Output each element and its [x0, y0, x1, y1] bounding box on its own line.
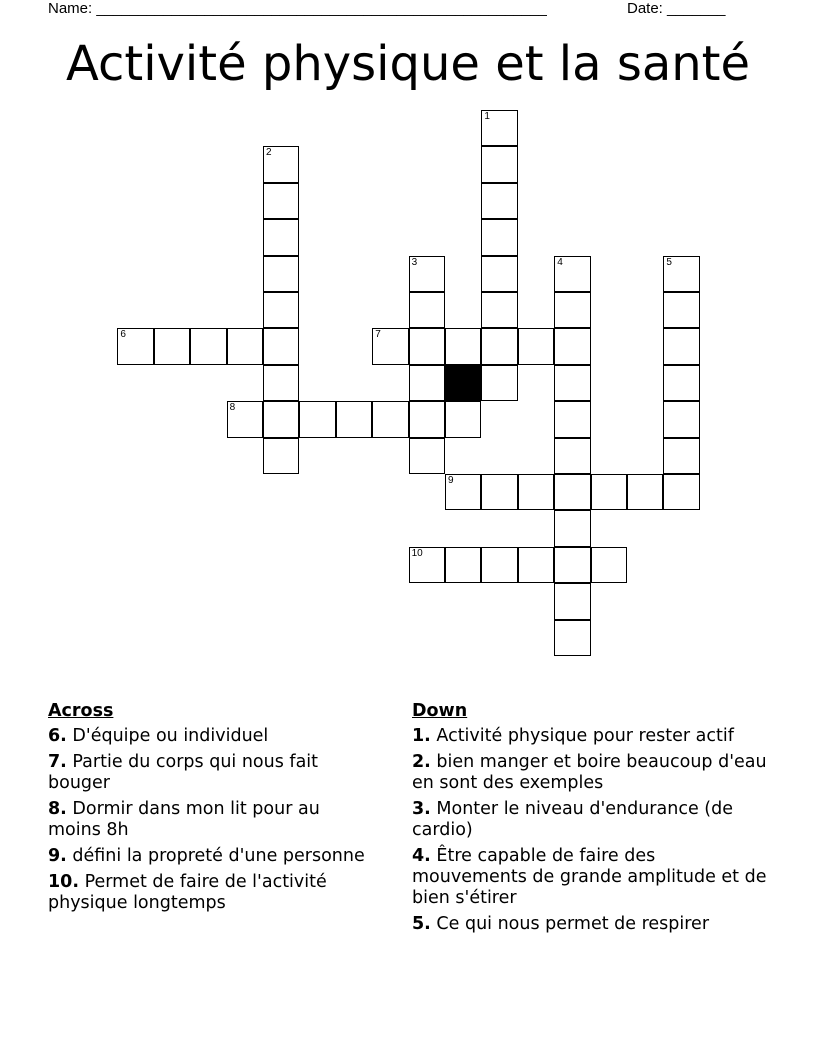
name-field-label[interactable]: Name: ______________________________________________________: [48, 0, 547, 17]
clue-text: Activité physique pour rester actif: [436, 726, 734, 746]
grid-cell[interactable]: [481, 146, 517, 182]
grid-cell[interactable]: [190, 328, 226, 364]
grid-cell[interactable]: [372, 328, 408, 364]
grid-cell[interactable]: [481, 292, 517, 328]
grid-cell[interactable]: [663, 292, 699, 328]
across-heading: Across: [48, 701, 114, 721]
grid-cell[interactable]: [663, 401, 699, 437]
grid-cell[interactable]: [409, 438, 445, 474]
grid-cell[interactable]: [263, 183, 299, 219]
clue-number: 7.: [48, 752, 67, 772]
down-clue: [412, 799, 772, 841]
page-title: Activité physique et la santé: [65, 36, 751, 92]
grid-cell[interactable]: [263, 219, 299, 255]
grid-cell[interactable]: [117, 328, 153, 364]
clue-number: 8.: [48, 799, 67, 819]
grid-cell[interactable]: [227, 328, 263, 364]
across-clue-list: [48, 726, 378, 914]
grid-cell[interactable]: [445, 547, 481, 583]
across-clue: [48, 726, 378, 747]
clue-text: bien manger et boire beaucoup d'eau en sont des exemples: [412, 752, 767, 793]
across-clue: [48, 752, 378, 794]
down-heading: Down: [412, 701, 468, 721]
grid-cell[interactable]: [263, 328, 299, 364]
clue-number: 3: [411, 256, 418, 268]
grid-cell[interactable]: [554, 401, 590, 437]
date-field-label[interactable]: Date: _______: [627, 0, 726, 17]
clue-text: D'équipe ou individuel: [72, 726, 269, 746]
clue-number: 10.: [48, 872, 80, 892]
grid-cell[interactable]: [481, 219, 517, 255]
grid-cell[interactable]: [263, 256, 299, 292]
clue-number: 9.: [48, 846, 67, 866]
clue-text: Monter le niveau d'endurance (de cardio): [412, 799, 733, 840]
clue-text: Ce qui nous permet de respirer: [436, 914, 710, 934]
grid-cell[interactable]: [591, 547, 627, 583]
across-clue: [48, 846, 378, 867]
across-clue: [48, 799, 378, 841]
clue-number: 5.: [412, 914, 431, 934]
clue-number: 1: [484, 111, 490, 122]
clue-number: 5: [666, 256, 672, 268]
grid-cell[interactable]: [445, 328, 481, 364]
clue-text: Partie du corps qui nous fait bouger: [48, 752, 319, 793]
down-clue: [412, 726, 772, 747]
grid-cell[interactable]: [409, 547, 445, 583]
clue-number: 6: [120, 329, 126, 341]
grid-cell[interactable]: [372, 401, 408, 437]
grid-cell[interactable]: [518, 474, 554, 510]
grid-cell[interactable]: [663, 365, 699, 401]
grid-cell[interactable]: [409, 292, 445, 328]
clue-number: 6.: [48, 726, 67, 746]
clue-number: 9: [448, 475, 454, 486]
clue-number: 8: [229, 402, 236, 414]
grid-cell[interactable]: [445, 401, 481, 437]
grid-cell[interactable]: [227, 401, 263, 437]
clue-number: 4.: [412, 846, 431, 866]
clue-text: Être capable de faire des mouvements de grande amplitude et de bien s'étirer: [412, 846, 767, 908]
clue-number: 2.: [412, 752, 431, 772]
grid-cell[interactable]: [554, 328, 590, 364]
grid-cell[interactable]: [481, 328, 517, 364]
grid-cell[interactable]: [409, 256, 445, 292]
grid-cell[interactable]: [263, 146, 299, 182]
grid-cell[interactable]: [481, 110, 517, 146]
grid-cell[interactable]: [409, 328, 445, 364]
grid-cell[interactable]: [518, 328, 554, 364]
grid-cell[interactable]: [154, 328, 190, 364]
clue-number: 2: [266, 147, 272, 159]
grid-cell[interactable]: [663, 474, 699, 510]
grid-cell[interactable]: [554, 510, 590, 546]
grid-cell[interactable]: [663, 256, 699, 292]
grid-cell[interactable]: [409, 401, 445, 437]
grid-cell[interactable]: [481, 256, 517, 292]
grid-cell[interactable]: [481, 474, 517, 510]
grid-cell[interactable]: [554, 620, 590, 656]
across-clues: [48, 701, 378, 919]
clue-number: 7: [375, 329, 381, 341]
grid-cell[interactable]: [518, 547, 554, 583]
grid-block-cell: [445, 365, 481, 401]
grid-cell[interactable]: [299, 401, 335, 437]
grid-cell[interactable]: [481, 183, 517, 219]
grid-cell[interactable]: [263, 438, 299, 474]
grid-cell[interactable]: [409, 365, 445, 401]
clue-number: 10: [411, 547, 423, 559]
across-clue: [48, 872, 378, 914]
grid-cell[interactable]: [663, 328, 699, 364]
grid-cell[interactable]: [627, 474, 663, 510]
grid-cell[interactable]: [554, 583, 590, 619]
clue-number: 3.: [412, 799, 431, 819]
grid-cell[interactable]: [554, 438, 590, 474]
grid-cell[interactable]: [591, 474, 627, 510]
grid-cell[interactable]: [263, 401, 299, 437]
down-clue: [412, 752, 772, 794]
grid-cell[interactable]: [554, 474, 590, 510]
clue-number: 4: [557, 256, 563, 268]
clue-number: 1.: [412, 726, 431, 746]
down-clue: [412, 914, 772, 935]
clue-text: Permet de faire de l'activité physique longtemps: [48, 872, 327, 913]
grid-cell[interactable]: [336, 401, 372, 437]
down-clue-list: [412, 726, 772, 935]
grid-cell[interactable]: [554, 365, 590, 401]
down-clues: [412, 701, 772, 940]
grid-cell[interactable]: [554, 292, 590, 328]
clue-text: Dormir dans mon lit pour au moins 8h: [48, 799, 320, 840]
grid-cell[interactable]: [263, 292, 299, 328]
grid-cell[interactable]: [481, 547, 517, 583]
grid-cell[interactable]: [554, 547, 590, 583]
clue-text: défini la propreté d'une personne: [72, 846, 365, 866]
grid-cell[interactable]: [263, 365, 299, 401]
down-clue: [412, 846, 772, 909]
grid-cell[interactable]: [554, 256, 590, 292]
grid-cell[interactable]: [481, 365, 517, 401]
grid-cell[interactable]: [663, 438, 699, 474]
grid-cell[interactable]: [445, 474, 481, 510]
